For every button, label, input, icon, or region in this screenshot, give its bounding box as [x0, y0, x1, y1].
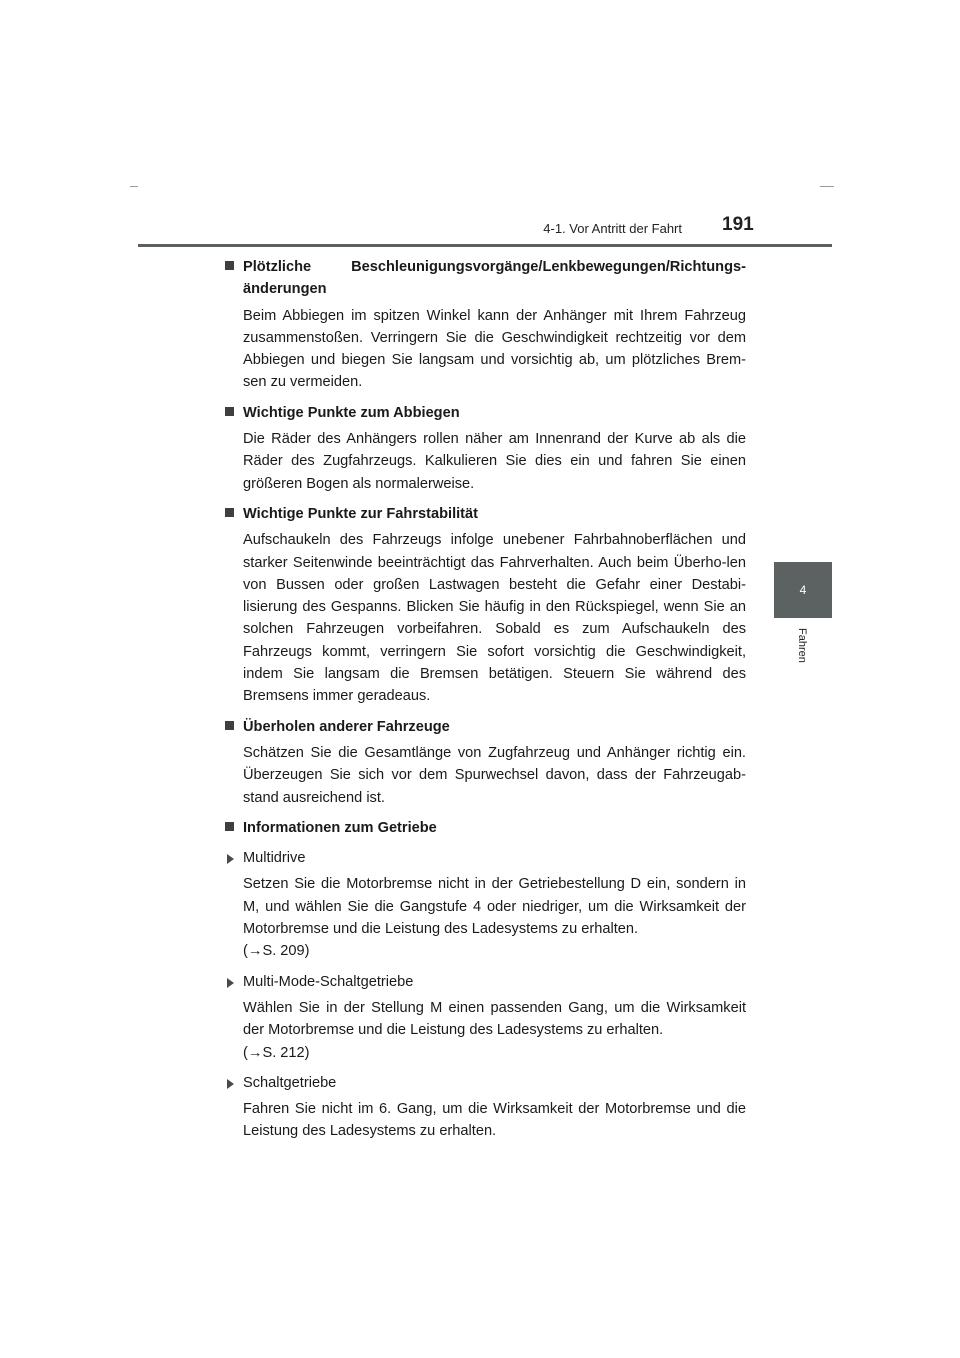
chapter-number: 4: [799, 583, 807, 597]
page-number: 191: [722, 214, 754, 235]
section-heading: [224, 402, 746, 424]
transmission-paragraph: Wählen Sie in der Stellung M einen passenden Gang, um die Wirksamkeit der Motorbremse und die Leistung des Ladesystems zu erhalten.: [243, 999, 746, 1039]
square-bullet-icon: [225, 261, 234, 270]
transmission-paragraph: Fahren Sie nicht im 6. Gang, um die Wirksamkeit der Motorbremse und die Leistung des Ladesystems zu erhalten.: [243, 1101, 746, 1140]
section-paragraph: Aufschaukeln des Fahrzeugs infolge unebener Fahrbahnoberflächen und starker Seitenwinde beeinträchtigt das Fahrverhalten. Auch beim Überho-len von Bussen oder großen Lastwagen besteht die Gefahr einer Destabi-lisierung des Gespanns. Blicken Sie häufig in den Rückspiegel, wenn Sie an solchen Fahrzeugen vorbeifahren. Sobald es zum Aufschaukeln des Fahrzeugs kommt, verringern Sie sofort vorsichtig die Geschwindigkeit, indem Sie langsam die Bremsen betätigen. Steuern Sie während des Bremsens immer geradeaus.: [243, 532, 746, 705]
transmission-name: Schaltgetriebe: [243, 1074, 337, 1091]
transmission-name: Multidrive: [243, 850, 306, 867]
section-heading: [224, 817, 746, 839]
section-paragraph: Die Räder des Anhängers rollen näher am Innenrand der Kurve ab als die Räder des Zugfahrzeugs. Kalkulieren Sie dies ein und fahren Sie einen größeren Bogen als normalerweise.: [243, 431, 746, 492]
transmission-item: [224, 1072, 746, 1094]
page-reference: (→S. 209): [243, 943, 310, 960]
transmission-paragraph: Setzen Sie die Motorbremse nicht in der Getriebestellung D ein, sondern in M, und wählen Sie die Gangstufe 4 oder niedriger, um die Wirksamkeit der Motorbremse und die Leistung des Ladesystems zu erhalten.: [243, 876, 746, 938]
square-bullet-icon: [225, 721, 234, 730]
transmission-item: [224, 847, 746, 869]
page-header: [0, 0, 960, 250]
square-bullet-icon: [225, 407, 234, 416]
section-heading: [224, 503, 746, 525]
section-heading-text: Wichtige Punkte zur Fahrstabilität: [243, 505, 479, 522]
section-paragraph: Beim Abbiegen im spitzen Winkel kann der Anhänger mit Ihrem Fahrzeug zusammenstoßen. Verringern Sie die Geschwindigkeit rechtzeitig vor dem Abbiegen und biegen Sie langsam und vorsichtig ab, um plötzliches Brem-sen zu vermeiden.: [243, 307, 746, 391]
section-heading-text: Plötzliche Beschleunigungsvorgänge/Lenkbewegungen/Richtungs-änderungen: [243, 259, 746, 298]
section-title: 4-1. Vor Antritt der Fahrt: [543, 221, 682, 236]
header-rule: [138, 244, 832, 247]
square-bullet-icon: [225, 508, 234, 517]
square-bullet-icon: [225, 822, 234, 831]
transmission-name: Multi-Mode-Schaltgetriebe: [243, 973, 414, 990]
triangle-bullet-icon: [227, 978, 234, 988]
section-paragraph: Schätzen Sie die Gesamtlänge von Zugfahrzeug und Anhänger richtig ein. Überzeugen Sie sich vor dem Spurwechsel davon, dass der Fahrzeugab-stand ausreichend ist.: [243, 744, 746, 806]
triangle-bullet-icon: [227, 1079, 234, 1089]
section-heading: [224, 256, 746, 301]
section-heading-text: Wichtige Punkte zum Abbiegen: [243, 404, 460, 421]
transmission-item: [224, 971, 746, 993]
page-reference: (→S. 212): [243, 1044, 310, 1061]
chapter-tab: [774, 562, 832, 618]
chapter-label: Fahren: [796, 628, 808, 663]
page-content: [224, 256, 746, 1143]
triangle-bullet-icon: [227, 854, 234, 864]
section-heading: [224, 716, 746, 738]
section-heading-text: Überholen anderer Fahrzeuge: [243, 718, 450, 735]
section-heading-text: Informationen zum Getriebe: [243, 819, 437, 836]
